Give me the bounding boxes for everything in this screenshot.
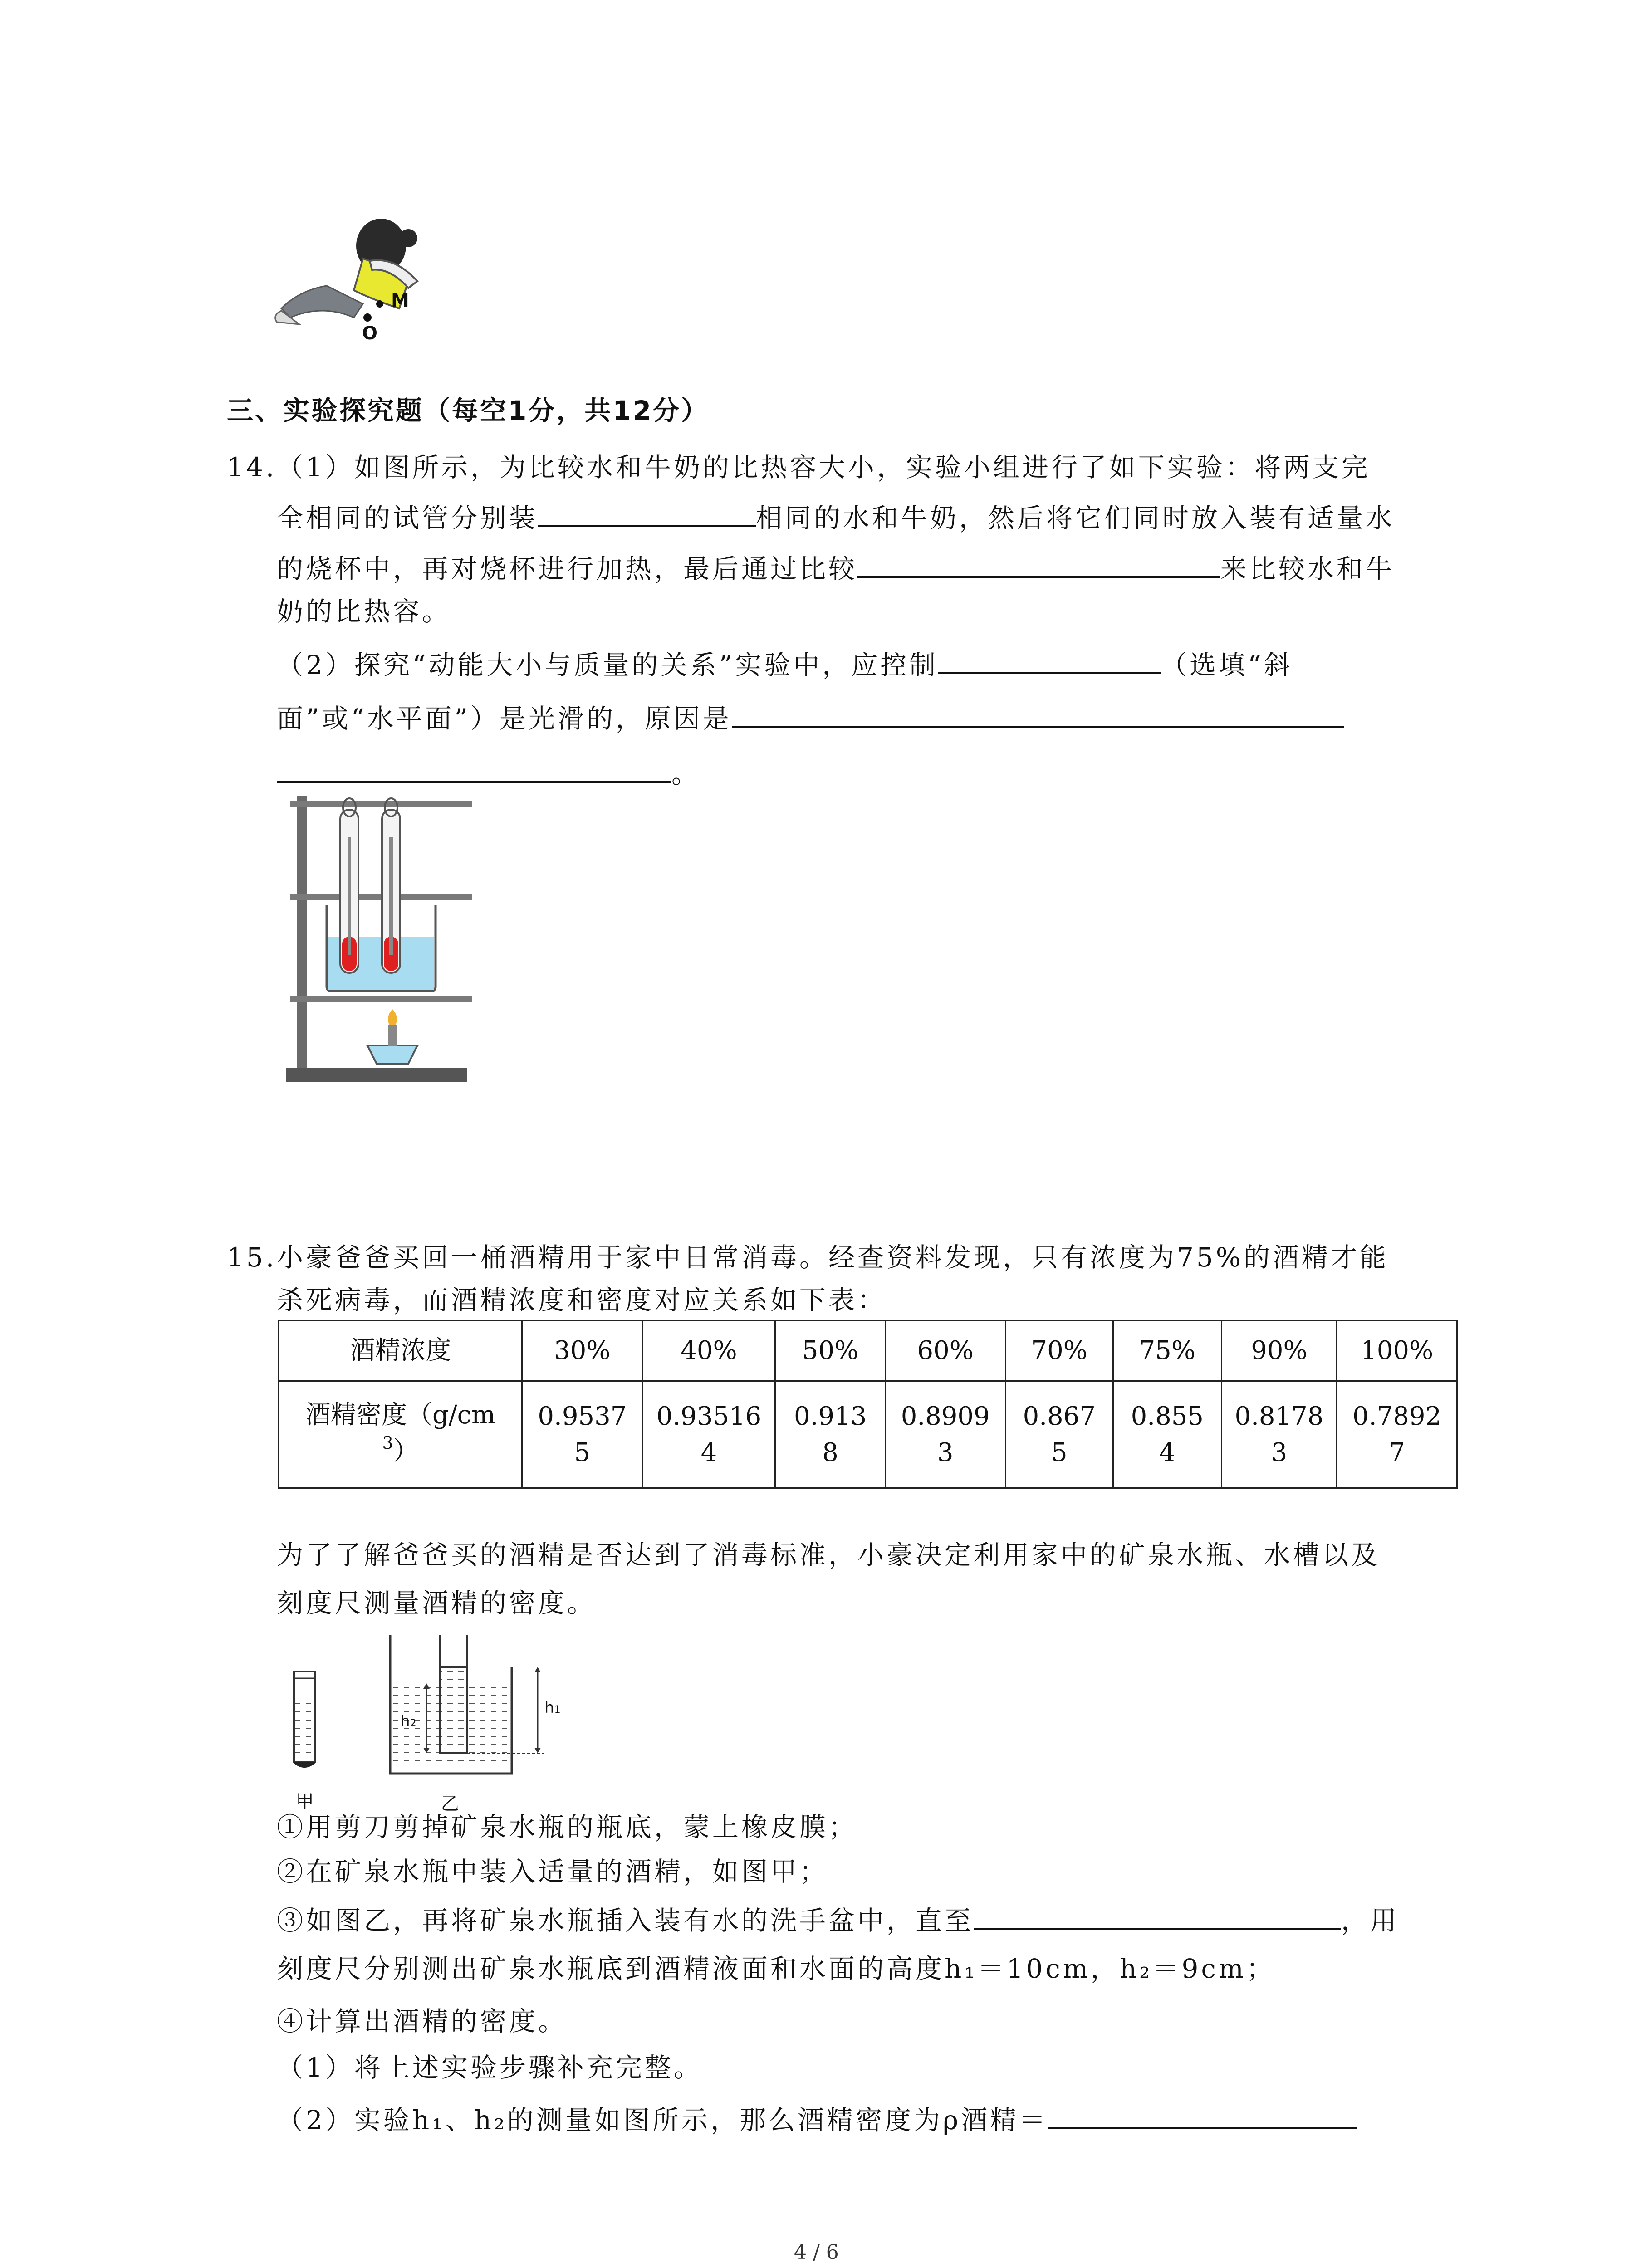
q14-p2-line3b: 。 [671,758,701,789]
q15-sub2 [277,2098,1357,2142]
q14-p1-line3b: 来比较水和牛 [1220,553,1395,584]
label-M: M [391,290,409,311]
table-cell: 40% [642,1321,775,1381]
density-header-a: 酒精密度（g/cm [305,1400,496,1430]
q14-p2-line1a: （2）探究“动能大小与质量的关系”实验中，应控制 [277,650,939,680]
q14-p2-line1b: （选填“斜 [1161,650,1293,680]
label-O: O [362,323,378,344]
table-cell: 0.9537 5 [522,1381,643,1488]
q14-p1-line3a: 的烧杯中，再对烧杯进行加热，最后通过比较 [277,553,858,584]
density-table [278,1320,1458,1489]
table-row [279,1381,1457,1488]
q14-blank-2[interactable] [857,549,1220,578]
page-number: 4 / 6 [794,2241,839,2264]
table-cell: 0.913 8 [775,1381,886,1488]
table-cell: 70% [1005,1321,1113,1381]
q14-blank-3[interactable] [938,645,1161,674]
table-header-density [279,1381,522,1488]
q14-p1-line2a: 全相同的试管分别装 [277,503,539,533]
q15-step3-line1 [277,1899,1399,1942]
q15-intro-line2: 刻度尺测量酒精的密度。 [277,1588,597,1618]
q15-line1: 小豪爸爸买回一桶酒精用于家中日常消毒。经查资料发现，只有浓度为75%的酒精才能 [277,1242,1389,1273]
q15-step3-line2: 刻度尺分别测出矿泉水瓶底到酒精液面和水面的高度h₁＝10cm，h₂＝9cm； [277,1953,1275,1984]
label-yi: 乙 [441,1794,459,1814]
q14-number: 14. [227,452,277,483]
q15-blank-2[interactable] [1048,2100,1357,2129]
q15-sub1: （1）将上述实验步骤补充完整。 [277,2052,703,2083]
q14-p2-line2a: 面”或“水平面”）是光滑的，原因是 [277,703,732,734]
q14-p2-line1 [277,643,1293,687]
q15-number: 15. [227,1242,277,1273]
table-cell: 0.867 5 [1005,1381,1113,1488]
table-cell: 90% [1221,1321,1337,1381]
table-cell: 75% [1113,1321,1222,1381]
table-cell: 30% [522,1321,643,1381]
q15-step4: ④计算出酒精的密度。 [277,2006,568,2037]
label-h1: h1 [544,1699,561,1717]
q14-blank-4-cont[interactable] [277,754,671,783]
q15-intro-line1: 为了了解爸爸买的酒精是否达到了消毒标准，小豪决定利用家中的矿泉水瓶、水槽以及 [277,1540,1381,1570]
q14-p1-line3 [277,547,1395,591]
table-cell: 50% [775,1321,886,1381]
table-header-concentration: 酒精浓度 [279,1321,522,1381]
table-cell: 100% [1337,1321,1457,1381]
q15-step1: ①用剪刀剪掉矿泉水瓶的瓶底，蒙上橡皮膜； [277,1812,858,1843]
table-cell: 0.8178 3 [1221,1381,1337,1488]
bottle-tank-figure [272,1626,590,1826]
q14-p1-line2 [277,496,1395,540]
situp-figure [272,213,508,349]
section-title: 三、实验探究题（每空1分，共12分） [227,395,710,426]
table-cell: 60% [885,1321,1005,1381]
q14-p1-line2b: 相同的水和牛奶，然后将它们同时放入装有适量水 [756,503,1395,533]
q15-step2: ②在矿泉水瓶中装入适量的酒精，如图甲； [277,1856,829,1887]
q14-p1-line1: （1）如图所示，为比较水和牛奶的比热容大小，实验小组进行了如下实验：将两支完 [277,452,1371,483]
density-header-b: 3 [382,1433,393,1453]
table-cell: 0.7892 7 [1337,1381,1457,1488]
density-header-c: ） [393,1437,419,1466]
q15-step3-line1a: ③如图乙，再将矿泉水瓶插入装有水的洗手盆中，直至 [277,1905,974,1936]
q14-p2-line2 [277,697,1344,740]
q15-step3-line1b: ，用 [1341,1905,1400,1936]
q14-blank-1[interactable] [538,498,756,527]
q15-sub2-text: （2）实验h₁、h₂的测量如图所示，那么酒精密度为ρ酒精＝ [277,2105,1048,2136]
q15-blank-1[interactable] [974,1901,1341,1930]
table-row [279,1321,1457,1381]
heating-apparatus-figure [277,787,485,1086]
table-cell: 0.855 4 [1113,1381,1222,1488]
q14-p1-line4: 奶的比热容。 [277,596,451,627]
q14-blank-4[interactable] [732,699,1344,728]
table-cell: 0.8909 3 [885,1381,1005,1488]
q15-line2: 杀死病毒，而酒精浓度和密度对应关系如下表： [277,1285,887,1315]
table-cell: 0.93516 4 [642,1381,775,1488]
label-h2: h2 [400,1712,416,1730]
label-jia: 甲 [296,1791,314,1812]
